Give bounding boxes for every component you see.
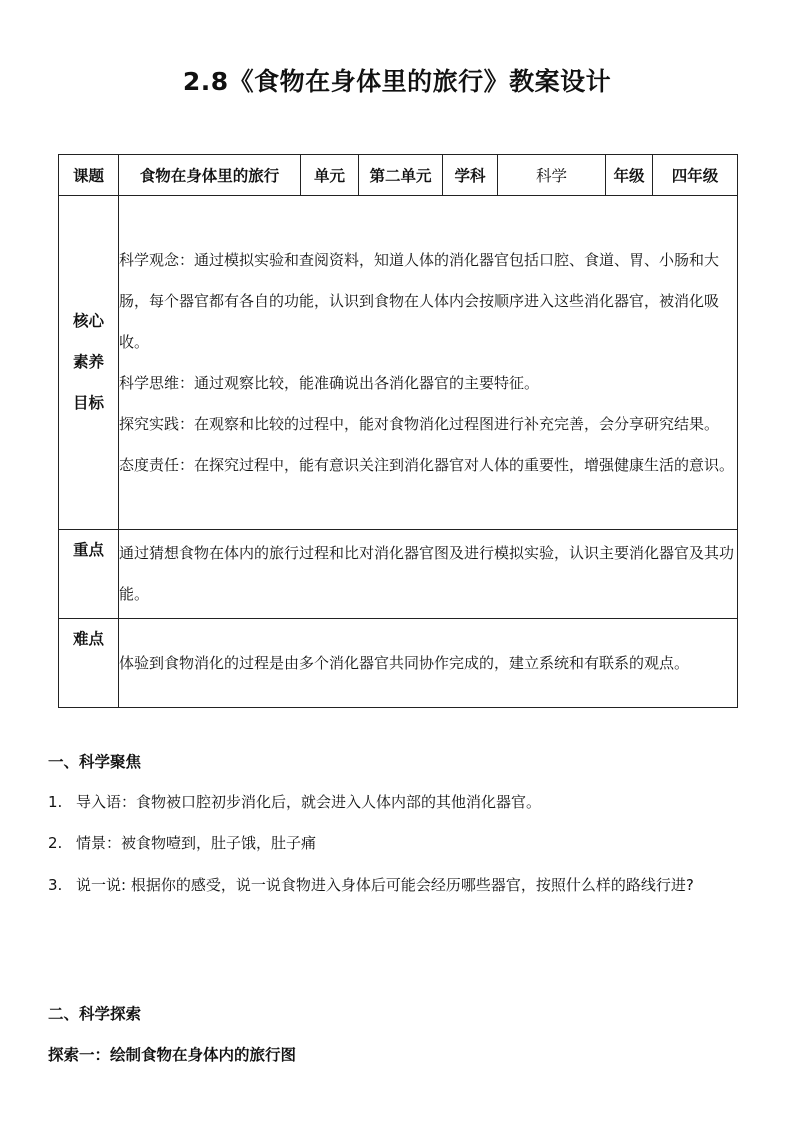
key-point-label: 重点 [59, 530, 119, 619]
core-goal-item: 探究实践：在观察和比较的过程中，能对食物消化过程图进行补充完善，会分享研究结果。 [119, 414, 720, 433]
list-item-number: 3. [48, 876, 63, 894]
core-goals-label-line3: 目标 [72, 394, 104, 412]
lesson-info-table [58, 154, 738, 708]
difficulty-label: 难点 [59, 619, 119, 708]
core-goals-label [59, 196, 119, 530]
core-goals-row [59, 196, 738, 530]
core-goal-item: 科学观念：通过模拟实验和查阅资料，知道人体的消化器官包括口腔、食道、胃、小肠和大肠，每个器官都有各自的功能，认识到食物在人体内会按顺序进入这些消化器官，被消化吸收。 [119, 250, 720, 351]
unit-label: 单元 [301, 155, 359, 196]
list-item [48, 865, 748, 906]
page-title: 2.8《食物在身体里的旅行》教案设计 [182, 67, 612, 96]
grade-label: 年级 [606, 155, 653, 196]
table-header-row [59, 155, 738, 196]
difficulty-text: 体验到食物消化的过程是由多个消化器官共同协作完成的，建立系统和有联系的观点。 [119, 619, 738, 708]
core-goals-label-line1: 核心 [72, 312, 104, 330]
core-goal-item: 科学思维：通过观察比较，能准确说出各消化器官的主要特征。 [119, 373, 540, 392]
list-item-text: 情景：被食物噎到，肚子饿，肚子痛 [76, 834, 317, 852]
list-item-number: 2. [48, 834, 63, 852]
section2-subheading: 探索一：绘制食物在身体内的旅行图 [48, 1046, 297, 1064]
difficulty-row [59, 619, 738, 708]
list-item-text: 导入语：食物被口腔初步消化后，就会进入人体内部的其他消化器官。 [76, 793, 542, 811]
topic-label: 课题 [59, 155, 119, 196]
grade-value: 四年级 [653, 155, 738, 196]
key-point-text: 通过猜想食物在体内的旅行过程和比对消化器官图及进行模拟实验，认识主要消化器官及其功能。 [119, 530, 738, 619]
unit-value: 第二单元 [359, 155, 443, 196]
core-goals-content [119, 196, 738, 530]
list-item-text: 说一说: 根据你的感受，说一说食物进入身体后可能会经历哪些器官，按照什么样的路线行进? [76, 876, 694, 894]
topic-value: 食物在身体里的旅行 [119, 155, 301, 196]
subject-label: 学科 [443, 155, 498, 196]
list-item [48, 823, 748, 864]
section1-heading: 一、科学聚焦 [48, 753, 142, 771]
core-goal-item: 态度责任：在探究过程中，能有意识关注到消化器官对人体的重要性，增强健康生活的意识。 [119, 455, 735, 474]
list-item [48, 782, 748, 823]
key-point-row [59, 530, 738, 619]
section2-heading: 二、科学探索 [48, 1005, 142, 1023]
subject-value: 科学 [498, 155, 606, 196]
list-item-number: 1. [48, 793, 63, 811]
core-goals-label-line2: 素养 [72, 353, 104, 371]
